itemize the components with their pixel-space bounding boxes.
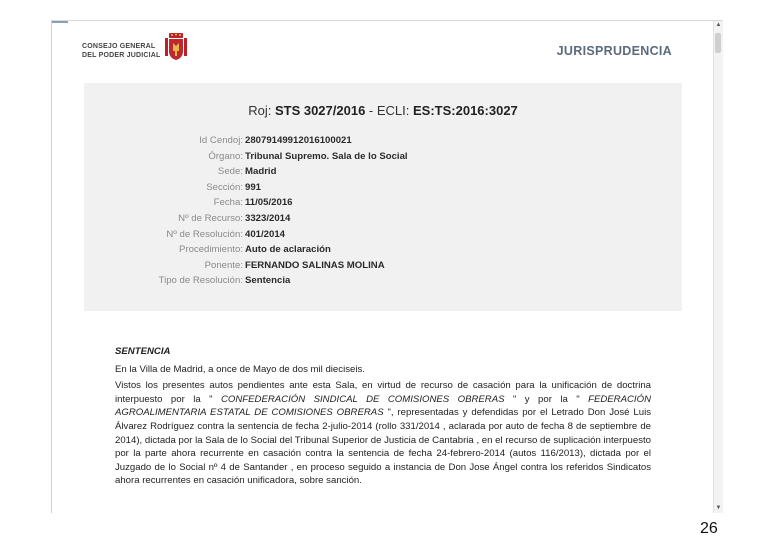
meta-label: Procedimiento:: [179, 244, 243, 256]
meta-value: 11/05/2016: [245, 197, 293, 209]
meta-value: 3323/2014: [245, 213, 291, 224]
meta-label: Nº de Resolución:: [166, 228, 243, 240]
logo-line-2: DEL PODER JUDICIAL: [82, 52, 161, 59]
meta-row-resolucion: [84, 227, 682, 242]
meta-label: Id Cendoj:: [199, 135, 243, 146]
meta-value: Sentencia: [245, 275, 291, 287]
meta-value: Auto de aclaración: [245, 244, 331, 256]
document-header: [52, 21, 712, 81]
roj-value: STS 3027/2016: [274, 103, 366, 118]
meta-row-tipo-resolucion: [84, 273, 682, 288]
vistos-text-1: Vistos los presentes autos pendientes ante esta Sala, en virtud de recurso de casación para la unificación de doctrina interpuesto por la ": [115, 380, 651, 405]
meta-label: Sede:: [217, 166, 243, 178]
cgpj-logo-text: [82, 42, 161, 60]
meta-value: 401/2014: [245, 228, 286, 240]
meta-label: Ponente:: [204, 259, 243, 271]
roj-ecli-line: [84, 103, 682, 118]
meta-value: 28079149912016100021: [245, 135, 352, 146]
meta-row-ponente: [84, 258, 682, 273]
document-viewer: [51, 20, 723, 513]
sentencia-heading: SENTENCIA: [115, 346, 171, 357]
meta-row-sede: [84, 164, 682, 179]
meta-label: Órgano:: [208, 150, 243, 162]
vistos-text-2: " y por la ": [504, 393, 589, 405]
meta-row-procedimiento: [84, 242, 682, 257]
meta-row-fecha: [84, 195, 682, 210]
jurisprudencia-title: JURISPRUDENCIA: [556, 44, 672, 58]
document-metadata-panel: [84, 83, 682, 311]
scroll-thumb[interactable]: [715, 33, 721, 53]
scroll-up-arrow-icon[interactable]: ▲: [715, 22, 722, 28]
ecli-prefix: - ECLI:: [365, 103, 413, 118]
meta-value: Madrid: [245, 166, 277, 178]
meta-row-organo: [84, 149, 682, 164]
party-name-federacion: FEDERACIÓN AGROALIMENTARIA ESTATAL DE COMISIONES OBRERAS: [115, 393, 651, 419]
sentencia-body: [115, 345, 651, 491]
meta-label: Sección:: [206, 181, 243, 193]
meta-value: 991: [245, 181, 262, 193]
meta-label: Nº de Recurso:: [178, 213, 243, 224]
scroll-down-arrow-icon[interactable]: ▼: [715, 505, 722, 511]
meta-label: Tipo de Resolución:: [158, 275, 243, 287]
meta-row-id-cendoj: [84, 133, 682, 148]
meta-row-seccion: [84, 180, 682, 195]
meta-row-recurso: [84, 211, 682, 226]
coat-of-arms-icon: [165, 33, 187, 61]
logo-line-1: CONSEJO GENERAL: [82, 43, 156, 50]
vertical-scrollbar[interactable]: [713, 21, 723, 513]
meta-label: Fecha:: [213, 197, 243, 209]
vistos-paragraph: [115, 379, 651, 488]
roj-prefix: Roj:: [248, 103, 275, 118]
opening-paragraph: En la Villa de Madrid, a once de Mayo de dos mil dieciseis.: [115, 363, 365, 375]
ecli-value: ES:TS:2016:3027: [413, 103, 518, 118]
slide-page-number: 26: [700, 520, 718, 537]
vistos-text-3: ", representadas y defendidas por el Letrado Don José Luis Álvarez Rodríguez contra la sentencia de fecha 2-julio-2014 (rollo 331/2014 , aclarada por auto de fecha 8 de septiembre de 2014), dictada por la Sala de lo Social del Tribunal Superior de Justicia de Cantabria , en el recurso de suplicación interpuesto por la parte ahora recurrente en casación contra la sentencia de fecha 24-febrero-2014 (autos 116/2013), dictada por el Juzgado de lo Social nº 4 de Santander , en proceso seguido a instancia de Don Jose Ángel contra los referidos Sindicatos ahora recurrentes en casación unificadora, sobre sanción.: [115, 407, 651, 487]
party-name-ccoo: CONFEDERACIÓN SINDICAL DE COMISIONES OBRERAS: [220, 393, 505, 405]
meta-value: Tribunal Supremo. Sala de lo Social: [245, 150, 408, 162]
meta-value: FERNANDO SALINAS MOLINA: [245, 259, 385, 271]
